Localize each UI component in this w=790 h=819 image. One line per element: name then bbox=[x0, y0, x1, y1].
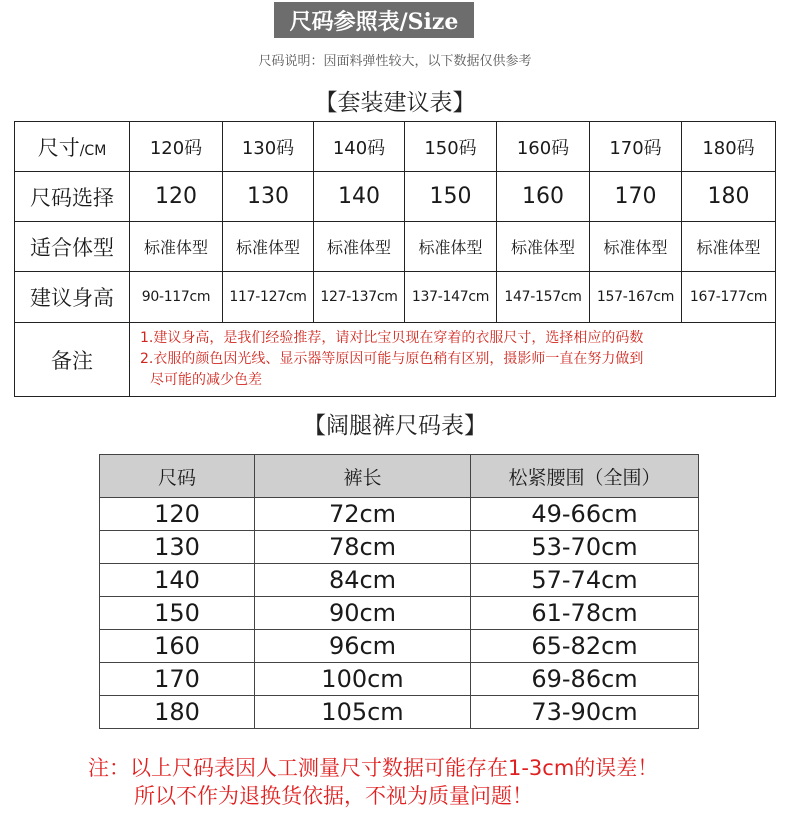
pants-waist-cell: 49-66cm bbox=[471, 498, 699, 531]
pants-waist-cell: 57-74cm bbox=[471, 564, 699, 597]
table-row bbox=[100, 696, 699, 729]
pants-length-cell: 105cm bbox=[255, 696, 471, 729]
height-row-label: 建议身高 bbox=[15, 272, 130, 323]
pants-length-cell: 90cm bbox=[255, 597, 471, 630]
suit-table-title: 【套装建议表】 bbox=[314, 90, 476, 116]
height-cell: 90-117cm bbox=[130, 272, 223, 323]
pick-cell: 130 bbox=[223, 172, 314, 222]
pick-cell: 160 bbox=[497, 172, 590, 222]
remark-line: 尽可能的减少色差 bbox=[150, 372, 262, 388]
table-row bbox=[100, 564, 699, 597]
pick-row-label: 尺码选择 bbox=[15, 172, 130, 222]
pants-length-cell: 78cm bbox=[255, 531, 471, 564]
body-row bbox=[15, 222, 776, 272]
suit-size-table bbox=[14, 121, 776, 397]
pants-size-cell: 130 bbox=[100, 531, 255, 564]
size-cell: 120码 bbox=[130, 122, 223, 172]
body-cell: 标准体型 bbox=[590, 222, 682, 272]
remark-line: 1.建议身高，是我们经验推荐，请对比宝贝现在穿着的衣服尺寸，选择相应的码数 bbox=[140, 330, 644, 346]
pants-size-table bbox=[99, 454, 699, 729]
remark-text bbox=[130, 323, 776, 397]
height-cell: 167-177cm bbox=[682, 272, 776, 323]
size-cell: 180码 bbox=[682, 122, 776, 172]
title-banner: 尺码参照表/Size bbox=[274, 2, 474, 38]
pick-cell: 180 bbox=[682, 172, 776, 222]
pants-length-cell: 96cm bbox=[255, 630, 471, 663]
body-cell: 标准体型 bbox=[497, 222, 590, 272]
height-cell: 127-137cm bbox=[314, 272, 405, 323]
pick-row bbox=[15, 172, 776, 222]
pants-header-row bbox=[100, 455, 699, 498]
measurement-warning bbox=[88, 754, 658, 810]
body-cell: 标准体型 bbox=[405, 222, 497, 272]
pick-cell: 140 bbox=[314, 172, 405, 222]
pants-size-cell: 120 bbox=[100, 498, 255, 531]
pants-waist-cell: 73-90cm bbox=[471, 696, 699, 729]
size-cell: 160码 bbox=[497, 122, 590, 172]
warning-line: 所以不作为退换货依据，不视为质量问题！ bbox=[134, 784, 533, 808]
size-note: 尺码说明：因面料弹性较大，以下数据仅供参考 bbox=[258, 54, 532, 69]
pants-length-cell: 100cm bbox=[255, 663, 471, 696]
pants-waist-cell: 61-78cm bbox=[471, 597, 699, 630]
table-row bbox=[100, 630, 699, 663]
pants-size-cell: 170 bbox=[100, 663, 255, 696]
remark-row-label: 备注 bbox=[15, 323, 130, 397]
body-cell: 标准体型 bbox=[314, 222, 405, 272]
size-cell: 170码 bbox=[590, 122, 682, 172]
pants-waist-cell: 65-82cm bbox=[471, 630, 699, 663]
body-cell: 标准体型 bbox=[130, 222, 223, 272]
pick-cell: 170 bbox=[590, 172, 682, 222]
height-row bbox=[15, 272, 776, 323]
pants-size-cell: 180 bbox=[100, 696, 255, 729]
pants-header-cell: 裤长 bbox=[255, 455, 471, 498]
pants-length-cell: 72cm bbox=[255, 498, 471, 531]
height-cell: 147-157cm bbox=[497, 272, 590, 323]
pants-waist-cell: 53-70cm bbox=[471, 531, 699, 564]
height-cell: 137-147cm bbox=[405, 272, 497, 323]
size-cell: 130码 bbox=[223, 122, 314, 172]
height-cell: 117-127cm bbox=[223, 272, 314, 323]
size-row bbox=[15, 122, 776, 172]
remark-row bbox=[15, 323, 776, 397]
table-row bbox=[100, 531, 699, 564]
body-cell: 标准体型 bbox=[223, 222, 314, 272]
warning-line: 注：以上尺码表因人工测量尺寸数据可能存在1-3cm的误差！ bbox=[88, 756, 659, 780]
height-cell: 157-167cm bbox=[590, 272, 682, 323]
pants-header-cell: 尺码 bbox=[100, 455, 255, 498]
pants-table-title: 【阔腿裤尺码表】 bbox=[303, 413, 487, 439]
pick-cell: 120 bbox=[130, 172, 223, 222]
pick-cell: 150 bbox=[405, 172, 497, 222]
body-row-label: 适合体型 bbox=[15, 222, 130, 272]
pants-header-cell: 松紧腰围（全围） bbox=[471, 455, 699, 498]
table-row bbox=[100, 663, 699, 696]
table-row bbox=[100, 597, 699, 630]
size-cell: 140码 bbox=[314, 122, 405, 172]
pants-size-cell: 140 bbox=[100, 564, 255, 597]
body-cell: 标准体型 bbox=[682, 222, 776, 272]
table-row bbox=[100, 498, 699, 531]
pants-length-cell: 84cm bbox=[255, 564, 471, 597]
pants-waist-cell: 69-86cm bbox=[471, 663, 699, 696]
size-row-label: 尺寸/CM bbox=[15, 122, 130, 172]
pants-size-cell: 150 bbox=[100, 597, 255, 630]
pants-size-cell: 160 bbox=[100, 630, 255, 663]
size-cell: 150码 bbox=[405, 122, 497, 172]
remark-line: 2.衣服的颜色因光线、显示器等原因可能与原色稍有区别，摄影师一直在努力做到 bbox=[140, 351, 644, 367]
